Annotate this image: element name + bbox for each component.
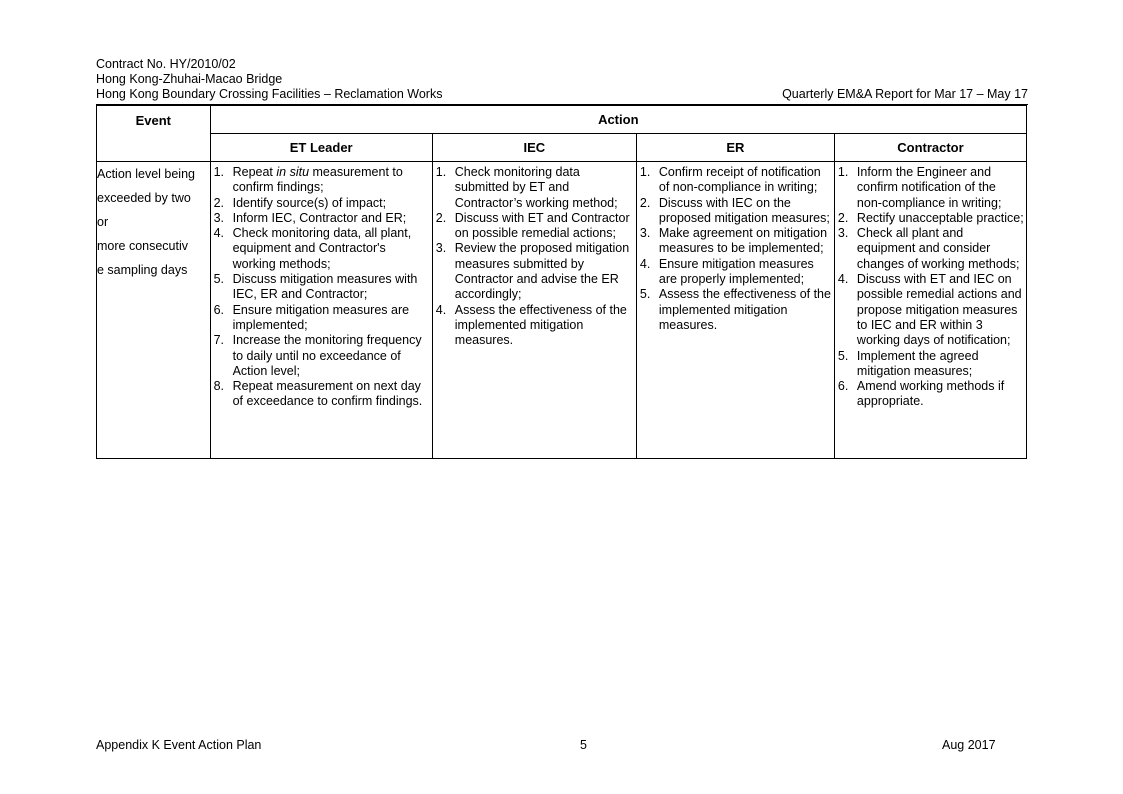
list-item: 7. Increase the monitoring frequency to daily until no exceedance of Action level; <box>213 333 422 378</box>
list-item: 4. Check monitoring data, all plant, equipment and Contractor's working methods; <box>213 226 412 271</box>
list-item: 1. Check monitoring data submitted by ET and Contractor’s working method; <box>435 165 618 210</box>
iec-actions <box>432 162 636 459</box>
list-item: 3. Check all plant and equipment and consider changes of working methods; <box>837 226 1020 271</box>
contract-number: Contract No. HY/2010/02 <box>96 57 236 71</box>
header-row <box>96 87 1028 102</box>
list-item: 4. Assess the effectiveness of the implemented mitigation measures. <box>435 302 627 348</box>
list-item: 6. Ensure mitigation measures are implemented; <box>213 302 410 332</box>
event-line: exceeded by two <box>97 191 191 205</box>
table-row <box>97 162 1027 459</box>
list-item: 8. Repeat measurement on next day of exceedance to confirm findings. <box>213 379 423 409</box>
event-action-table <box>96 105 1027 459</box>
column-header-et-leader: ET Leader <box>210 134 432 162</box>
report-title: Quarterly EM&A Report for Mar 17 – May 17 <box>782 87 1028 101</box>
list-item: 4. Discuss with ET and IEC on possible remedial actions and propose mitigation measures to IEC and ER within 3 working days of notification; <box>837 272 1022 348</box>
list-item: 3. Review the proposed mitigation measures submitted by Contractor and advise the ER accordingly; <box>435 241 630 302</box>
works-title: Hong Kong Boundary Crossing Facilities – Reclamation Works <box>96 87 443 101</box>
list-item: 1. Repeat in situ measurement to confirm findings; <box>213 165 403 195</box>
list-item: 3. Inform IEC, Contractor and ER; <box>213 210 407 225</box>
list-item: 5. Implement the agreed mitigation measures; <box>837 348 979 378</box>
column-header-contractor: Contractor <box>834 134 1026 162</box>
event-line: e sampling days <box>97 263 188 277</box>
list-item: 4. Ensure mitigation measures are properly implemented; <box>639 256 814 287</box>
column-header-row <box>97 134 1027 162</box>
er-actions <box>636 162 834 459</box>
list-item: 6. Amend working methods if appropriate. <box>837 379 1005 409</box>
footer-appendix-title: Appendix K Event Action Plan <box>96 738 262 752</box>
list-item: 2. Discuss with ET and Contractor on possible remedial actions; <box>435 210 630 241</box>
page-header <box>96 57 1028 102</box>
list-item: 1. Confirm receipt of notification of non-compliance in writing; <box>639 165 821 195</box>
column-header-er: ER <box>636 134 834 162</box>
action-header: Action <box>210 106 1026 134</box>
et-leader-actions <box>210 162 432 459</box>
list-item: 2. Identify source(s) of impact; <box>213 195 387 210</box>
list-item: 5. Discuss mitigation measures with IEC, ER and Contractor; <box>213 272 418 302</box>
contractor-actions <box>834 162 1026 459</box>
list-item: 1. Inform the Engineer and confirm notification of the non-compliance in writing; <box>837 165 1002 210</box>
list-item: 5. Assess the effectiveness of the implemented mitigation measures. <box>639 287 831 332</box>
list-item: 3. Make agreement on mitigation measures to be implemented; <box>639 226 828 256</box>
project-name: Hong Kong-Zhuhai-Macao Bridge <box>96 72 283 86</box>
list-item: 2. Rectify unacceptable practice; <box>837 210 1024 225</box>
event-description <box>97 162 211 459</box>
footer-date: Aug 2017 <box>942 738 996 752</box>
list-item: 2. Discuss with IEC on the proposed mitigation measures; <box>639 195 830 225</box>
footer-page-number: 5 <box>580 738 587 752</box>
event-line: or <box>97 215 109 229</box>
event-line: more consecutiv <box>97 239 189 253</box>
event-header: Event <box>97 106 211 162</box>
column-header-iec: IEC <box>432 134 636 162</box>
event-line: Action level being <box>97 167 195 181</box>
table-header-row <box>97 106 1027 134</box>
